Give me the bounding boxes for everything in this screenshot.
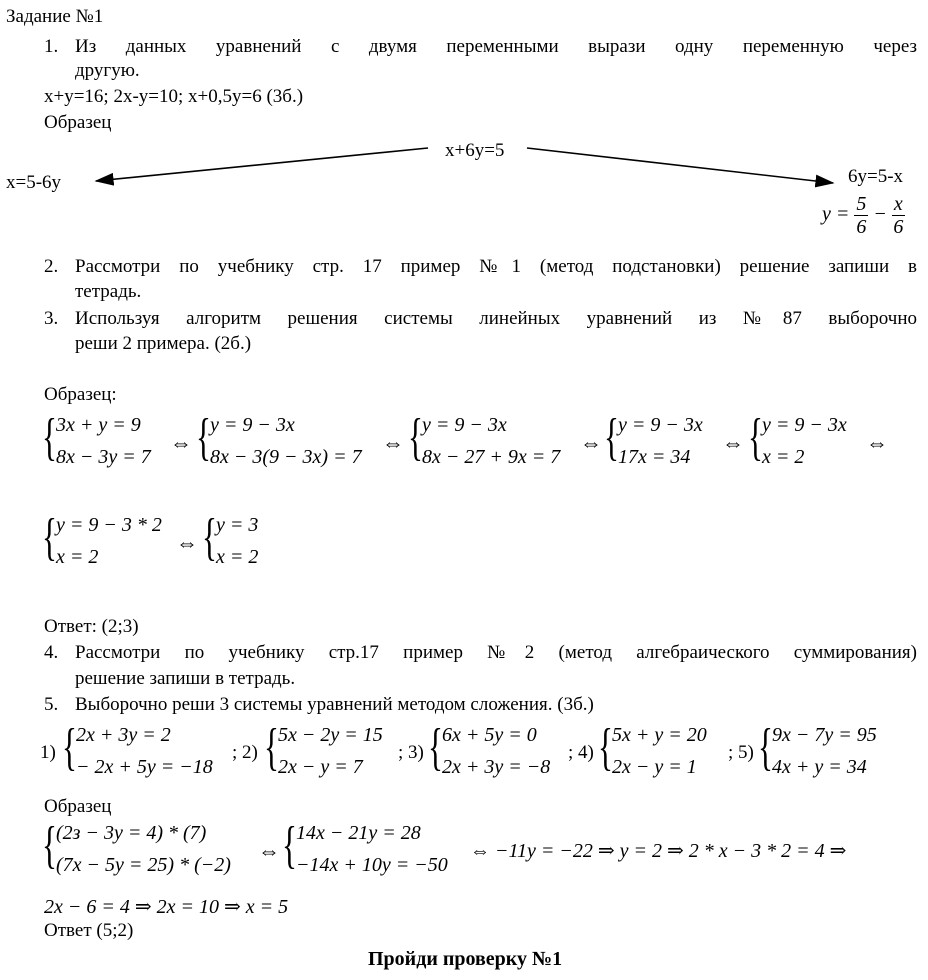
eq-line-1: y = 9 − 3 * 2 — [56, 514, 162, 536]
equiv-arrow: ⇔ — [580, 430, 602, 455]
task1-left-result: x=5-6y — [6, 172, 62, 193]
eq-line-2: − 2x + 5y = −18 — [76, 756, 213, 778]
t5-label-4: ; 4) — [568, 742, 594, 763]
footer-check-heading: Пройди проверку №1 — [368, 948, 563, 970]
task2-text-line1: Рассмотри по учебнику стр. 17 пример №1 (метод подстановки) решение запиши в — [75, 256, 917, 277]
eq-line-2: 2x + 3y = −8 — [442, 756, 551, 778]
system-brace: { — [428, 719, 443, 776]
system-brace: { — [748, 409, 763, 466]
system-brace: { — [264, 719, 279, 776]
task1-arrows — [0, 0, 928, 260]
fraction-5-6 — [854, 193, 868, 238]
task4-number: 4. — [44, 642, 59, 663]
eq-line-2: x = 2 — [216, 546, 259, 568]
equiv-arrow: ⇔ — [866, 430, 888, 455]
task4-text-line2: решение запиши в тетрадь. — [75, 668, 296, 689]
task3-answer: Ответ: (2;3) — [44, 616, 139, 637]
eq-line-1: 14x − 21y = 28 — [296, 822, 421, 844]
system-brace: { — [202, 509, 217, 566]
task4-text-line1: Рассмотри по учебнику стр.17 пример №2 (метод алгебраического суммирования) — [75, 642, 917, 663]
eq-line-2: 2x − y = 1 — [612, 756, 697, 778]
eq-line-1: 2x + 3y = 2 — [76, 724, 171, 746]
task1-equations: x+y=16; 2x-y=10; x+0,5y=6 (3б.) — [44, 86, 304, 107]
eq-line-2: x = 2 — [56, 546, 99, 568]
arrow-right — [527, 148, 833, 183]
task1-text-line2: другую. — [75, 60, 140, 81]
task1-right-result: 6y=5-x — [848, 166, 904, 187]
system-brace: { — [408, 409, 423, 466]
eq-line-1: 3x + y = 9 — [56, 414, 141, 436]
task1-center-equation: x+6y=5 — [445, 140, 505, 161]
system-brace: { — [62, 719, 77, 776]
t5-sample-chain: ⇔ −11y = −22 ⇒ y = 2 ⇒ 2 * x − 3 * 2 = 4 ⇒ — [470, 840, 847, 862]
eq-line-2: 2x − y = 7 — [278, 756, 363, 778]
system-brace: { — [42, 509, 57, 566]
eq-line-2: x = 2 — [762, 446, 805, 468]
task1-text-line1: Из данных уравнений с двумя переменными вырази одну переменную через — [75, 36, 917, 57]
equiv-arrow: ⇔ — [382, 430, 404, 455]
task2-number: 2. — [44, 256, 59, 277]
frac2-num: x — [893, 193, 903, 215]
eq-line-1: 6x + 5y = 0 — [442, 724, 537, 746]
system-brace: { — [42, 817, 57, 874]
fraction-x-6 — [892, 193, 905, 238]
system-brace: { — [598, 719, 613, 776]
eq-line-2: 8x − 3(9 − 3x) = 7 — [210, 446, 362, 468]
eq-line-1: 5x + y = 20 — [612, 724, 707, 746]
system-brace: { — [604, 409, 619, 466]
task2-text-line2: тетрадь. — [75, 281, 142, 302]
task3-number: 3. — [44, 308, 59, 329]
system-brace: { — [282, 817, 297, 874]
equiv-arrow: ⇔ — [176, 530, 198, 555]
eq-line-1: 5x − 2y = 15 — [278, 724, 383, 746]
task3-text-line2: реши 2 примера. (2б.) — [75, 333, 252, 354]
equiv-arrow: ⇔ — [170, 430, 192, 455]
eq-line-2: (7x − 5y = 25) * (−2) — [56, 854, 231, 876]
y-equals: y = — [822, 203, 850, 226]
eq-line-1: y = 9 − 3x — [762, 414, 847, 436]
frac1-num: 5 — [856, 193, 867, 215]
task1-number: 1. — [44, 36, 59, 57]
task3-text-line1: Используя алгоритм решения системы линейных уравнений из №87 выборочно — [75, 308, 917, 329]
task1-sample-label: Образец — [44, 112, 112, 133]
t5-sample-line-after: 2x − 6 = 4 ⇒ 2x = 10 ⇒ x = 5 — [44, 896, 289, 918]
page-title: Задание №1 — [6, 6, 104, 27]
eq-line-2: 4x + y = 34 — [772, 756, 867, 778]
eq-line-1: (2з − 3y = 4) * (7) — [56, 822, 207, 844]
t5-label-1: 1) — [40, 742, 56, 763]
eq-line-1: y = 3 — [216, 514, 259, 536]
eq-line-1: y = 9 − 3x — [210, 414, 295, 436]
frac2-den: 6 — [893, 216, 904, 238]
minus-sign: − — [873, 203, 887, 226]
system-brace: { — [758, 719, 773, 776]
system-brace: { — [42, 409, 57, 466]
eq-line-1: 9x − 7y = 95 — [772, 724, 877, 746]
task3-sample-label: Образец: — [44, 384, 117, 405]
frac1-den: 6 — [856, 216, 867, 238]
equiv-arrow: ⇔ — [258, 838, 280, 863]
task1-y-formula — [822, 193, 905, 238]
eq-line-2: 17x = 34 — [618, 446, 691, 468]
eq-line-2: −14x + 10y = −50 — [296, 854, 448, 876]
eq-line-2: 8x − 3y = 7 — [56, 446, 151, 468]
task5-text-line1: Выборочно реши 3 системы уравнений методом сложения. (3б.) — [75, 694, 594, 715]
task5-sample-label: Образец — [44, 796, 112, 817]
eq-line-2: 8x − 27 + 9x = 7 — [422, 446, 561, 468]
eq-line-1: y = 9 − 3x — [422, 414, 507, 436]
t5-label-3: ; 3) — [398, 742, 424, 763]
system-brace: { — [196, 409, 211, 466]
arrow-left — [96, 148, 428, 181]
t5-label-2: ; 2) — [232, 742, 258, 763]
equiv-arrow: ⇔ — [722, 430, 744, 455]
t5-label-5: ; 5) — [728, 742, 754, 763]
eq-line-1: y = 9 − 3x — [618, 414, 703, 436]
task5-number: 5. — [44, 694, 59, 715]
task5-answer: Ответ (5;2) — [44, 920, 134, 941]
